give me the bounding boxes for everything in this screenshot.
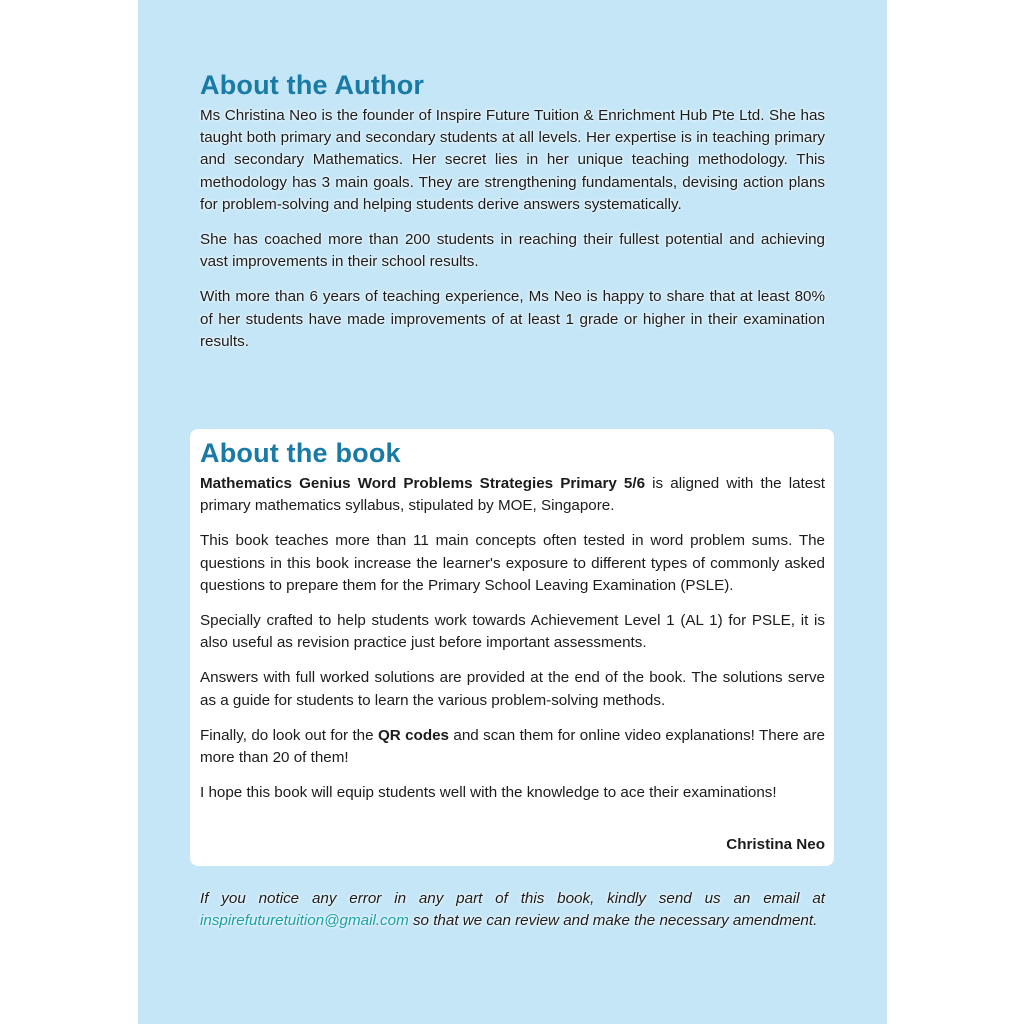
error-notice-text (200, 888, 825, 932)
about-book-section (200, 438, 825, 870)
book-paragraph-1 (200, 473, 825, 517)
about-book-heading: About the book (200, 438, 401, 468)
book-paragraph-3: Specially crafted to help students work towards Achievement Level 1 (AL 1) for PSLE, it is also useful as revision practice just before important assessments. (200, 612, 825, 652)
book-paragraph-4: Answers with full worked solutions are provided at the end of the book. The solutions serve as a guide for students to learn the various problem-solving methods. (200, 669, 825, 709)
book-page (138, 0, 887, 1024)
book-paragraph-2: This book teaches more than 11 main concepts often tested in word problem sums. The questions in this book increase the learner's exposure to different types of commonly asked questions to prepare them for the Primary School Leaving Examination (PSLE). (200, 532, 825, 594)
signature: Christina Neo (726, 836, 825, 854)
email-link[interactable]: inspirefuturetuition@gmail.com (200, 912, 409, 930)
about-book-card (190, 429, 834, 866)
book-paragraph-5-b: and scan them for online video explanations! There are more than 20 of them! (200, 726, 826, 767)
error-notice-a: If you notice any error in any part of this book, kindly send us an email at (200, 890, 825, 907)
book-paragraph-5-a: Finally, do look out for the (200, 726, 378, 744)
book-paragraph-6: I hope this book will equip students well with the knowledge to ace their examinations! (200, 784, 777, 802)
about-author-heading: About the Author (200, 70, 425, 100)
about-author-section (200, 70, 825, 366)
book-title: Mathematics Genius Word Problems Strategies Primary 5/6 (200, 475, 646, 492)
book-paragraph-1-text: is aligned with the latest primary mathematics syllabus, stipulated by MOE, Singapore. (200, 475, 826, 515)
author-paragraph-1: Ms Christina Neo is the founder of Inspire Future Tuition & Enrichment Hub Pte Ltd. She has taught both primary and secondary students at all levels. Her expertise is in teaching primary and secondary Mathematics. Her secret lies in her unique teaching methodology. This methodology has 3 main goals. They are strengthening fundamentals, devising action plans for problem-solving and helping students derive answers systematically. (200, 107, 825, 213)
author-paragraph-2: She has coached more than 200 students in reaching their fullest potential and achieving vast improvements in their school results. (200, 231, 825, 271)
error-notice-b: so that we can review and make the necessary amendment. (408, 912, 818, 930)
error-notice (200, 888, 825, 945)
book-paragraph-5 (200, 725, 825, 769)
qr-codes-text: QR codes (377, 726, 450, 744)
author-paragraph-3: With more than 6 years of teaching experience, Ms Neo is happy to share that at least 80% of her students have made improvements of at least 1 grade or higher in their examination results. (200, 288, 825, 350)
